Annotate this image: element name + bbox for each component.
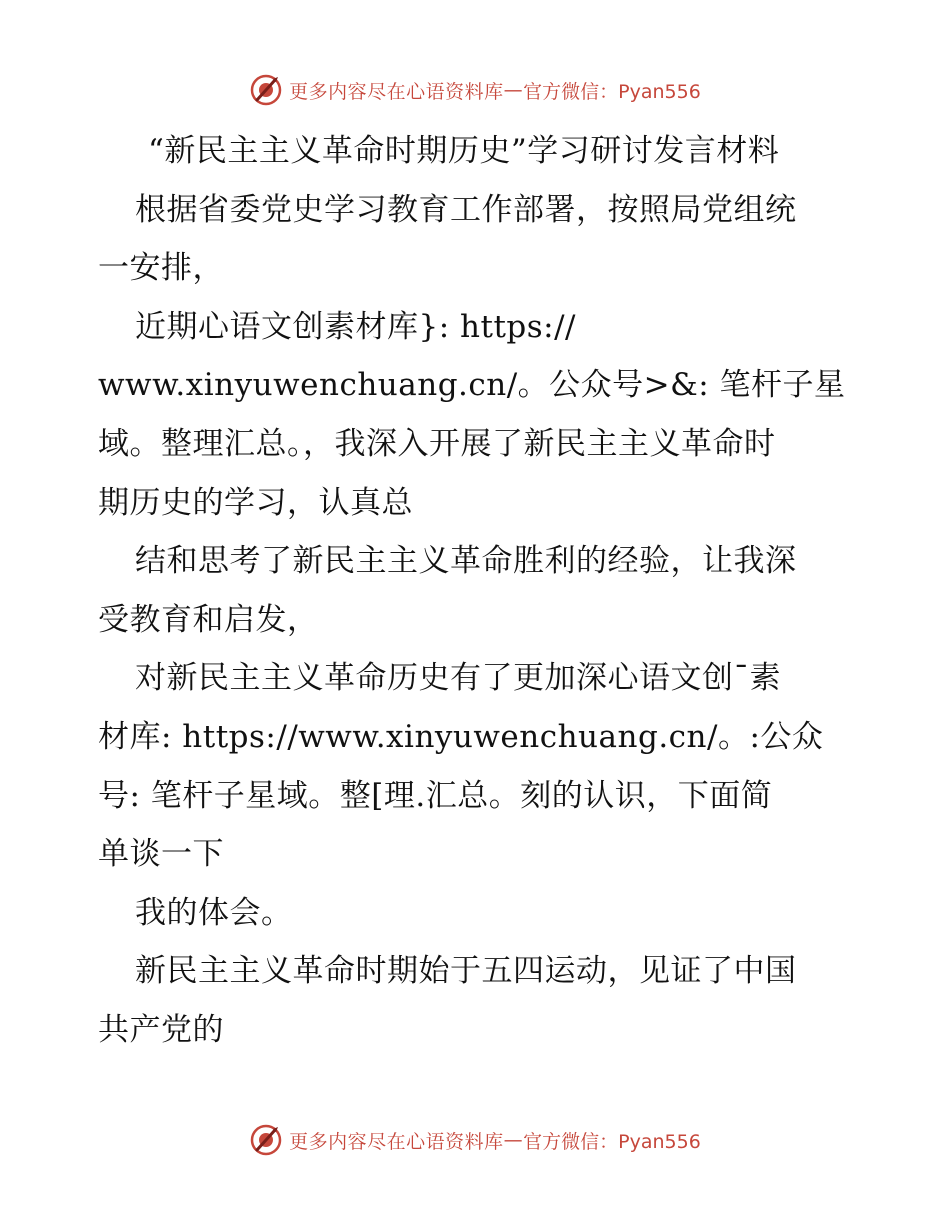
pen-logo-icon: [249, 1123, 283, 1157]
paragraph-line: 单谈一下: [98, 836, 224, 873]
banner-wechat-text: 官方微信：Pyan556: [523, 1130, 701, 1153]
paragraph-line: 一安排，: [98, 250, 224, 287]
banner-site-text: 更多内容尽在心语资料库: [289, 1130, 504, 1153]
footer-banner: [0, 1120, 950, 1160]
banner-site-text: 更多内容尽在心语资料库: [289, 80, 504, 103]
paragraph-line: 我的体会。: [135, 894, 293, 931]
paragraph-line: 近期心语文创素材库}: https://: [135, 308, 576, 345]
paragraph-line: 域。整理汇总。，我深入开展了新民主主义革命时: [98, 425, 776, 462]
pen-logo-icon: [249, 73, 283, 107]
banner-dash: —: [503, 1129, 524, 1151]
paragraph-line: 受教育和启发，: [98, 601, 319, 638]
paragraph-line: 新民主主义革命时期始于五四运动，见证了中国: [135, 953, 797, 990]
paragraph-line: 结和思考了新民主主义革命胜利的经验，让我深: [135, 543, 797, 580]
paragraph-line: 号: 笔杆子星域。整[理.汇总。刻的认识，下面简: [98, 777, 773, 814]
paragraph-line: 根据省委党史学习教育工作部署，按照局党组统: [135, 191, 797, 228]
document-title: “新民主主义革命时期历史”学习研讨发言材料: [148, 133, 780, 169]
paragraph-line: 期历史的学习，认真总: [98, 484, 413, 521]
paragraph-line: 材库: https://www.xinyuwenchuang.cn/。:公众: [98, 718, 824, 755]
paragraph-line: www.xinyuwenchuang.cn/。公众号>&: 笔杆子星: [98, 367, 846, 404]
banner-wechat-text: 官方微信：Pyan556: [523, 80, 701, 103]
header-banner: [0, 70, 950, 110]
banner-dash: —: [503, 79, 524, 101]
paragraph-line: 对新民主主义革命历史有了更加深心语文创¯素: [135, 660, 781, 697]
paragraph-line: 共产党的: [98, 1011, 224, 1048]
document-body: [98, 122, 858, 1060]
